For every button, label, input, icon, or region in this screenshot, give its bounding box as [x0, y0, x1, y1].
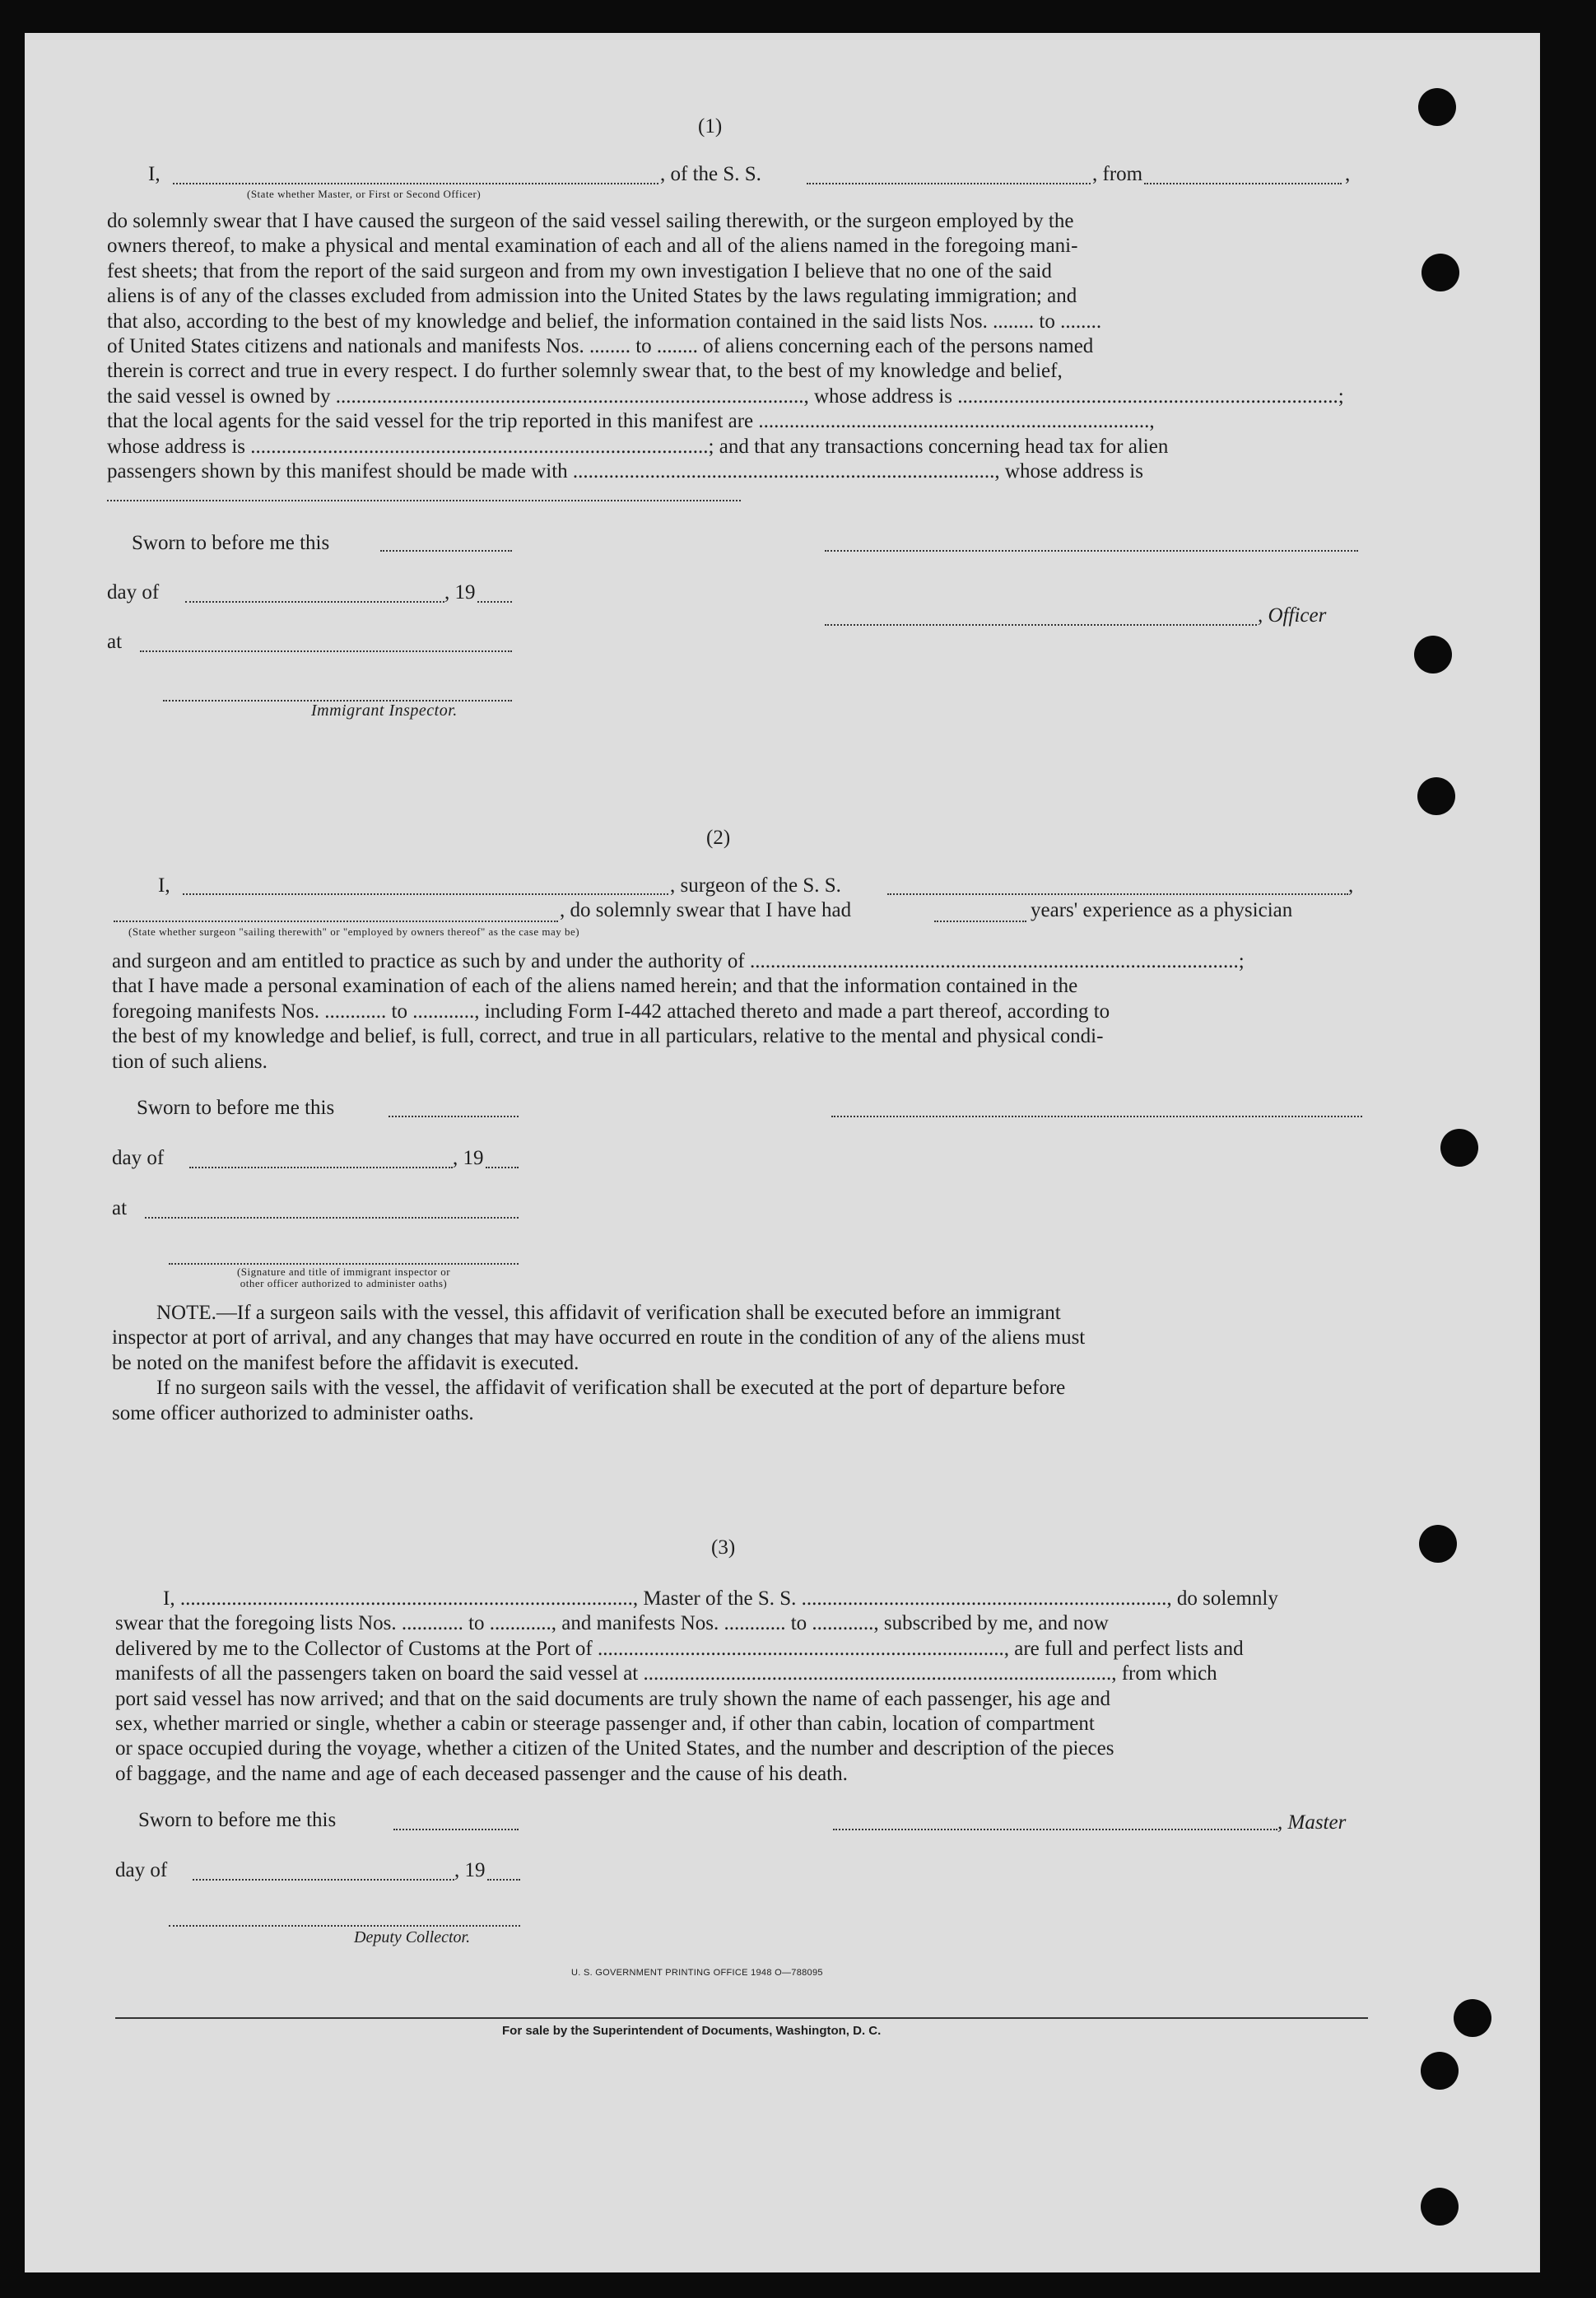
s2-note-line: inspector at port of arrival, and any changes that may have occurred en route in the condition of any of the aliens must [112, 1326, 1086, 1349]
s1-day-field[interactable] [185, 601, 444, 603]
punch-hole [1422, 254, 1459, 291]
punch-hole [1421, 2052, 1459, 2090]
s1-master-field[interactable] [173, 183, 658, 184]
s2-line: tion of such aliens. [112, 1050, 268, 1073]
s1-day-label: day of [107, 581, 160, 604]
form-page [25, 33, 1540, 2272]
s2-note-line: NOTE.—If a surgeon sails with the vessel, this affidavit of verification shall be executed before an immigrant [156, 1302, 1061, 1324]
punch-hole [1454, 1999, 1491, 2037]
section-3-number: (3) [711, 1536, 736, 1559]
s1-of-ss-label: , of the S. S. [660, 163, 761, 185]
s1-line: passengers shown by this manifest should be made with .................................................................................., whose address is [107, 460, 1143, 483]
s3-line: of baggage, and the name and age of each deceased passenger and the cause of his death. [115, 1762, 848, 1785]
s3-year-label: , 19 [454, 1859, 486, 1881]
s2-day-field[interactable] [189, 1167, 453, 1168]
punch-hole [1414, 636, 1452, 674]
s2-line: that I have made a personal examination of each of the aliens named herein; and that the information contained in the [112, 975, 1078, 998]
s3-line: or space occupied during the voyage, whether a citizen of the United States, and the number and description of the pieces [115, 1737, 1114, 1760]
s1-officer-field[interactable] [825, 624, 1257, 626]
s2-i-label: I, [158, 874, 170, 897]
s1-signature-field[interactable] [825, 550, 1358, 552]
s3-deputy-sign-field[interactable] [169, 1925, 520, 1927]
section-2-number: (2) [706, 827, 731, 849]
s2-day-label: day of [112, 1147, 165, 1169]
s1-paragraph [107, 209, 1344, 484]
s3-line: manifests of all the passengers taken on board the said vessel at ..........................................................................................., from which [115, 1662, 1217, 1685]
s1-comma: , [1345, 163, 1351, 185]
punch-hole [1419, 1525, 1457, 1563]
punch-hole [1421, 2188, 1459, 2226]
s2-ship-field[interactable] [887, 893, 1348, 895]
s2-years-label: years' experience as a physician [1031, 899, 1293, 921]
footer-rule [115, 2017, 1368, 2019]
s2-signature-caption-line: (Signature and title of immigrant inspector or [236, 1266, 451, 1278]
s2-note-line: some officer authorized to administer oaths. [112, 1401, 474, 1424]
s1-master-caption: (State whether Master, or First or Second Officer) [247, 188, 482, 200]
punch-hole [1440, 1129, 1478, 1167]
s1-line: the said vessel is owned by ..........................................................................................., whose address is ..........................................................................; [107, 385, 1344, 408]
s3-line: swear that the foregoing lists Nos. ............ to ............, and manifests Nos. ............ to ............, subscribed by me, and now [115, 1612, 1109, 1635]
punch-hole [1418, 88, 1456, 126]
s2-note-line: be noted on the manifest before the affidavit is executed. [112, 1351, 579, 1374]
s1-line: therein is correct and true in every respect. I do further solemnly swear that, to the best of my knowledge and belief, [107, 360, 1063, 383]
s1-line: owners thereof, to make a physical and mental examination of each and all of the aliens named in the foregoing mani- [107, 235, 1078, 258]
s2-line: foregoing manifests Nos. ............ to ............, including Form I-442 attached thereto and made a part thereof, according to [112, 1000, 1110, 1023]
s3-line: I, ........................................................................................, Master of the S. S. ......................................................................., do solemnly [163, 1587, 1278, 1610]
s3-line: delivered by me to the Collector of Customs at the Port of ..............................................................................., are full and perfect lists and [115, 1637, 1244, 1660]
s2-comma: , [1348, 874, 1354, 897]
s3-year-field[interactable] [487, 1879, 520, 1881]
section-1-number: (1) [698, 115, 723, 138]
s2-at-label: at [112, 1197, 128, 1219]
s3-sworn-label: Sworn to before me this [138, 1809, 337, 1831]
s1-year-field[interactable] [477, 601, 512, 603]
s3-master-sign-field[interactable] [833, 1829, 1277, 1830]
s2-inspector-sign-field[interactable] [169, 1263, 519, 1265]
s3-line: sex, whether married or single, whether a cabin or steerage passenger and, if other than cabin, location of compartment [115, 1713, 1095, 1736]
s1-line: that also, according to the best of my knowledge and belief, the information contained in the said lists Nos. ........ to ........ [107, 310, 1102, 333]
s2-name-field[interactable] [183, 893, 668, 895]
s1-at-field[interactable] [140, 650, 512, 652]
s2-note-line: If no surgeon sails with the vessel, the affidavit of verification shall be executed at the port of departure before [156, 1377, 1066, 1400]
s2-swear-label: , do solemnly swear that I have had [560, 899, 852, 921]
s1-inspector-caption: Immigrant Inspector. [311, 702, 458, 720]
s1-officer-label: , Officer [1258, 604, 1327, 627]
s2-sworn-label: Sworn to before me this [137, 1097, 335, 1119]
s2-years-field[interactable] [934, 921, 1026, 922]
s2-signature-caption [169, 1266, 519, 1289]
s2-sworn-field[interactable] [389, 1116, 519, 1117]
s2-note [112, 1301, 1085, 1426]
s1-line: fest sheets; that from the report of the said surgeon and from my own investigation I believe that no one of the said [107, 259, 1052, 282]
s1-sworn-field[interactable] [380, 550, 512, 552]
s1-line: do solemnly swear that I have caused the surgeon of the said vessel sailing therewith, or the surgeon employed by the [107, 210, 1074, 232]
s1-year-label: , 19 [444, 581, 476, 604]
s1-line: that the local agents for the said vessel for the trip reported in this manifest are ............................................................................, [107, 410, 1155, 433]
s1-ship-field[interactable] [807, 183, 1091, 184]
punch-hole [1417, 777, 1455, 815]
s1-address-field[interactable] [107, 500, 741, 501]
s2-surgeon-ss-label: , surgeon of the S. S. [670, 874, 841, 897]
sale-notice: For sale by the Superintendent of Documents, Washington, D. C. [502, 2024, 882, 2038]
s1-line: of United States citizens and nationals and manifests Nos. ........ to ........ of aliens concerning each of the persons named [107, 335, 1094, 358]
s2-at-field[interactable] [145, 1217, 519, 1219]
s2-signature-caption-line: other officer authorized to administer oaths) [240, 1277, 448, 1289]
s3-sworn-field[interactable] [393, 1829, 519, 1830]
s3-master-label: , Master [1277, 1811, 1347, 1834]
s2-line: the best of my knowledge and belief, is full, correct, and true in all particulars, relative to the mental and physical condi- [112, 1025, 1104, 1048]
s2-signature-field[interactable] [831, 1116, 1362, 1117]
s1-from-label: , from [1092, 163, 1143, 185]
s1-sworn-label: Sworn to before me this [132, 532, 330, 554]
s1-i-label: I, [148, 163, 161, 185]
s2-year-label: , 19 [453, 1147, 484, 1169]
s2-surgeon-caption: (State whether surgeon "sailing therewith" or "employed by owners thereof" as the case may be) [128, 925, 580, 938]
s3-paragraph [115, 1587, 1278, 1787]
s2-paragraph [112, 949, 1245, 1074]
s2-line: and surgeon and am entitled to practice as such by and under the authority of ...............................................................................................; [112, 950, 1245, 972]
s3-day-field[interactable] [193, 1879, 454, 1881]
s1-at-label: at [107, 631, 123, 653]
s1-line: aliens is of any of the classes excluded from admission into the United States by the laws regulating immigration; and [107, 285, 1077, 308]
s3-line: port said vessel has now arrived; and that on the said documents are truly shown the name of each passenger, his age and [115, 1687, 1111, 1710]
gpo-imprint: U. S. GOVERNMENT PRINTING OFFICE 1948 O—788095 [571, 1968, 823, 1978]
s2-status-field[interactable] [114, 921, 558, 922]
s3-deputy-caption: Deputy Collector. [354, 1928, 471, 1946]
s2-year-field[interactable] [486, 1167, 519, 1168]
s1-from-field[interactable] [1144, 183, 1342, 184]
s3-day-label: day of [115, 1859, 168, 1881]
s1-line: whose address is .........................................................................................; and that any transactions concerning head tax for alien [107, 435, 1169, 458]
